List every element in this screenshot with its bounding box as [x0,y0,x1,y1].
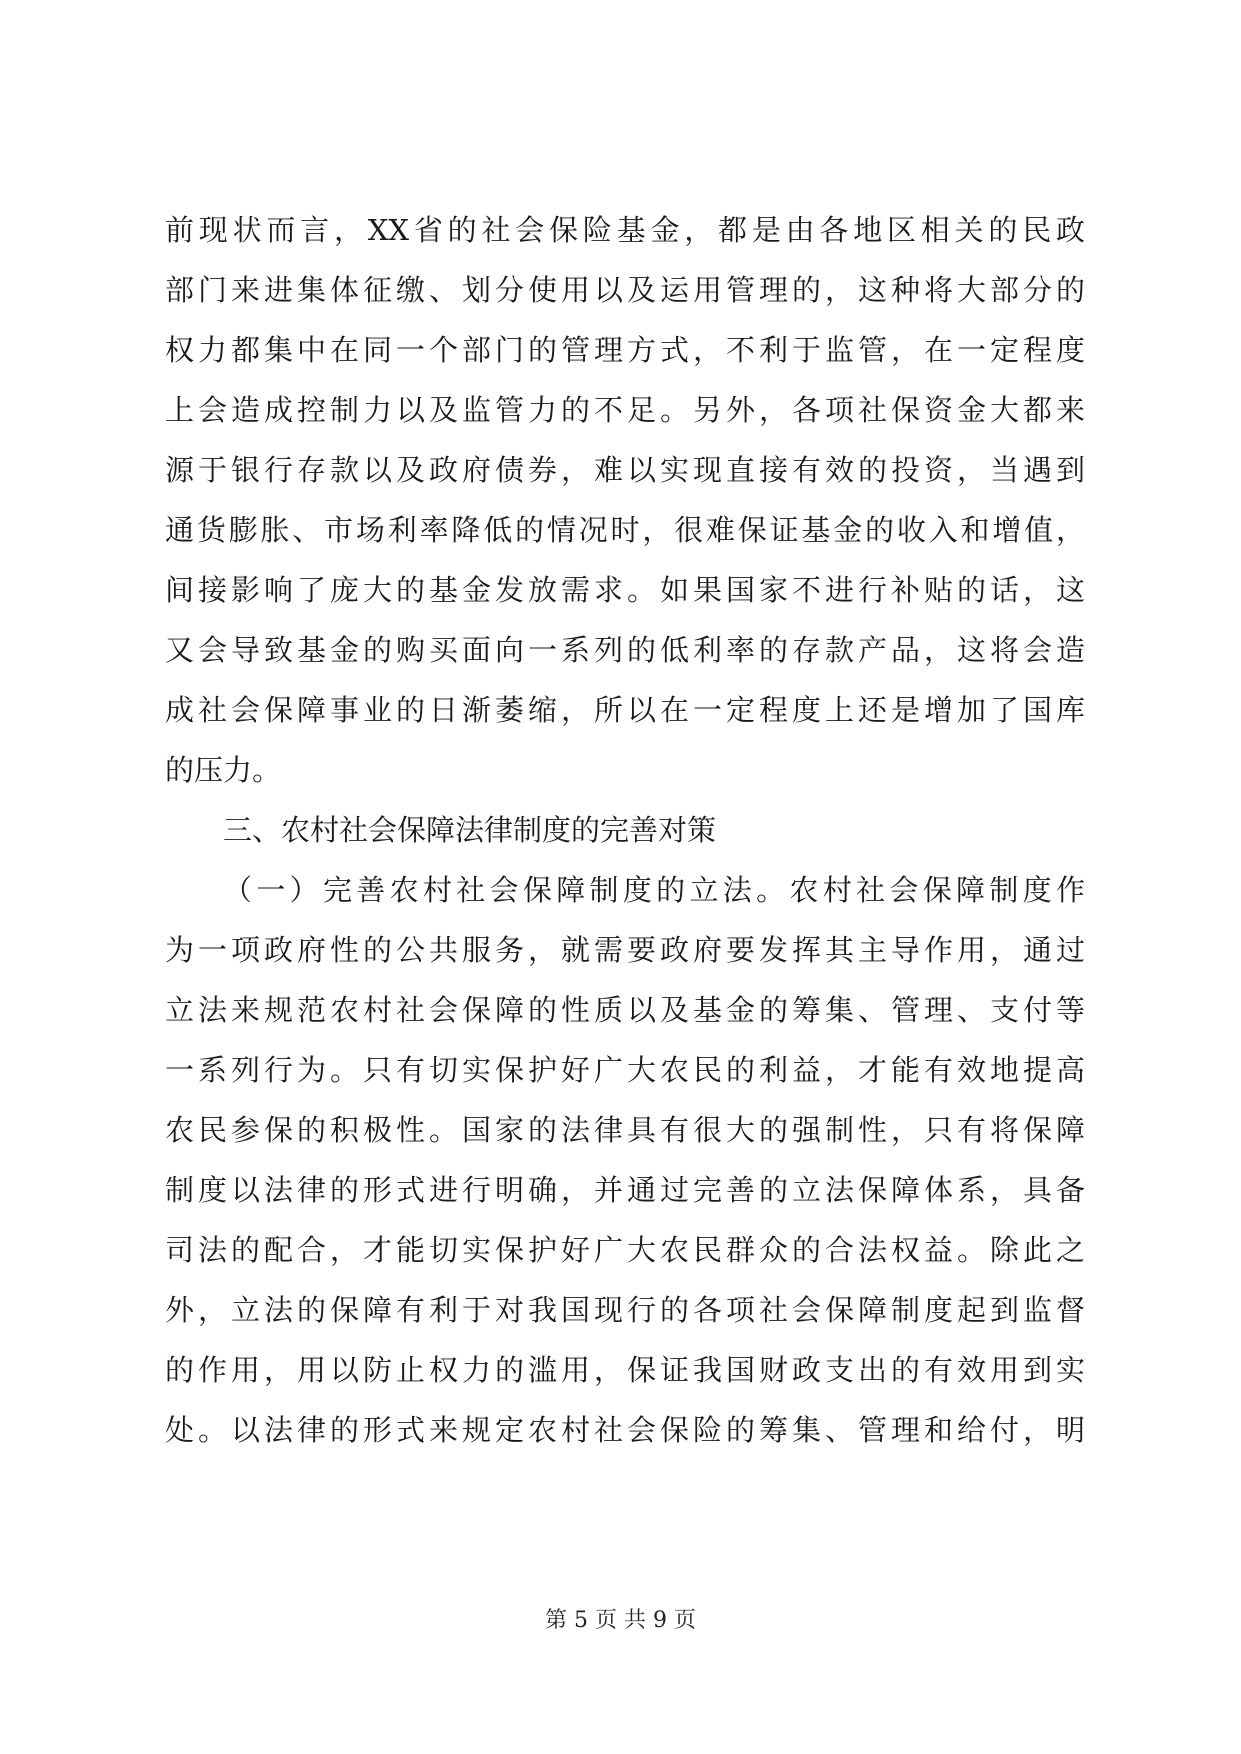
text-line: 权力都集中在同一个部门的管理方式，不利于监管，在一定程度 [165,333,1085,367]
page-number-footer: 第 5 页 共 9 页 [545,1608,696,1633]
text-line: 前现状而言，XX省的社会保险基金，都是由各地区相关的民政 [165,213,1085,247]
paragraph-first-line: （一）完善农村社会保障制度的立法。农村社会保障制度作 [223,873,1085,907]
text-line: 的压力。 [165,753,282,787]
text-line: 间接影响了庞大的基金发放需求。如果国家不进行补贴的话，这 [165,573,1085,607]
text-line: 外，立法的保障有利于对我国现行的各项社会保障制度起到监督 [165,1293,1085,1327]
text-line: 为一项政府性的公共服务，就需要政府要发挥其主导作用，通过 [165,933,1085,967]
text-line: 一系列行为。只有切实保护好广大农民的利益，才能有效地提高 [165,1053,1085,1087]
text-line: 又会导致基金的购买面向一系列的低利率的存款产品，这将会造 [165,633,1085,667]
text-line: 制度以法律的形式进行明确，并通过完善的立法保障体系，具备 [165,1173,1085,1207]
text-line: 处。以法律的形式来规定农村社会保险的筹集、管理和给付，明 [165,1413,1085,1447]
text-line: 立法来规范农村社会保障的性质以及基金的筹集、管理、支付等 [165,993,1085,1027]
text-line: 源于银行存款以及政府债券，难以实现直接有效的投资，当遇到 [165,453,1085,487]
document-body [165,200,1085,1460]
section-heading: 三、农村社会保障法律制度的完善对策 [223,813,717,847]
text-line: 上会造成控制力以及监管力的不足。另外，各项社保资金大都来 [165,393,1085,427]
text-line: 通货膨胀、市场利率降低的情况时，很难保证基金的收入和增值， [165,513,1085,547]
text-line: 成社会保障事业的日渐萎缩，所以在一定程度上还是增加了国库 [165,693,1085,727]
text-line: 司法的配合，才能切实保护好广大农民群众的合法权益。除此之 [165,1233,1085,1267]
text-line: 的作用，用以防止权力的滥用，保证我国财政支出的有效用到实 [165,1353,1085,1387]
text-line: 农民参保的积极性。国家的法律具有很大的强制性，只有将保障 [165,1113,1085,1147]
text-line: 部门来进集体征缴、划分使用以及运用管理的，这种将大部分的 [165,273,1085,307]
